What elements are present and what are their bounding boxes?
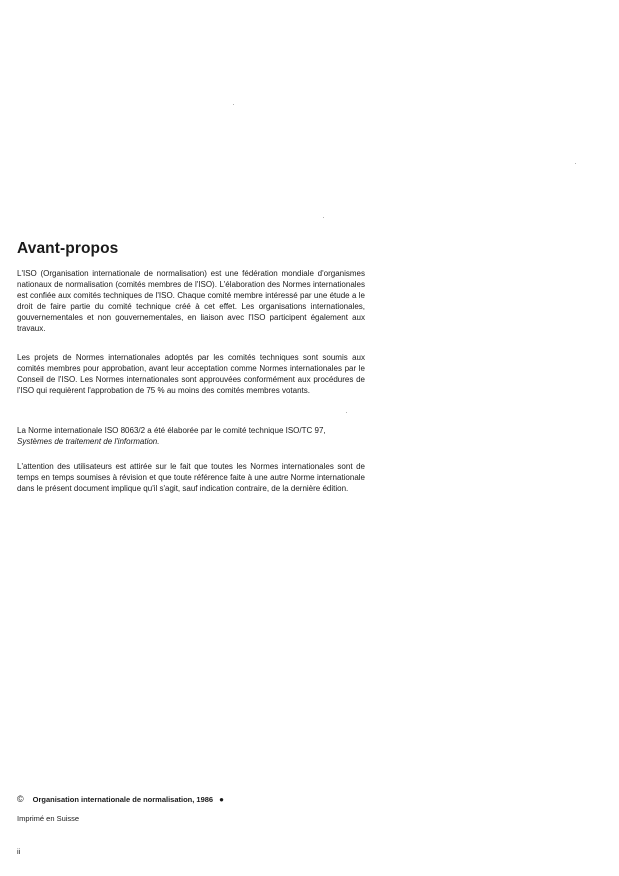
copyright-line xyxy=(17,794,224,804)
foreword-paragraph-3: L'attention des utilisateurs est attirée sur le fait que toutes les Normes internationales sont de temps en temps soumises à révision et que toute référence faite à une autre Norme internationale dans le présent document implique qu'il s'agit, sauf indication contraire, de la dernière édition. xyxy=(17,462,365,493)
bullet-icon: ● xyxy=(219,795,224,804)
foreword-paragraph-tc xyxy=(17,425,365,447)
copyright-icon: © xyxy=(17,794,24,804)
foreword-paragraph-2: Les projets de Normes internationales adoptés par les comités techniques sont soumis aux comités membres pour approbation, avant leur acceptation comme Normes internationales par le Conseil de l'ISO. Les Normes internationales sont approuvées conformément aux procédures de l'ISO qui requièrent l'approbation de 75 % au moins des comités membres votants. xyxy=(17,353,365,395)
copyright-text: Organisation internationale de normalisation, 1986 xyxy=(32,795,214,804)
scan-speck xyxy=(575,163,576,164)
tc-title: Systèmes de traitement de l'information. xyxy=(17,437,160,446)
scan-speck xyxy=(323,217,324,218)
page-number: ii xyxy=(17,847,21,856)
foreword-paragraph-1: L'ISO (Organisation internationale de normalisation) est une fédération mondiale d'organismes nationaux de normalisation (comités membres de l'ISO). L'élaboration des Normes internationales est confiée aux comités techniques de l'ISO. Chaque comité membre intéressé par une étude a le droit de faire partie du comité technique créé à cet effet. Les organisations internationales, gouvernementales et non gouvernementales, en liaison avec l'ISO participent également aux travaux. xyxy=(17,269,365,333)
printed-in: Imprimé en Suisse xyxy=(17,814,80,823)
scan-speck xyxy=(346,412,347,413)
tc-statement: La Norme internationale ISO 8063/2 a été élaborée par le comité technique ISO/TC 97, xyxy=(17,426,326,435)
scan-speck xyxy=(233,104,234,105)
page-title: Avant-propos xyxy=(17,240,119,257)
